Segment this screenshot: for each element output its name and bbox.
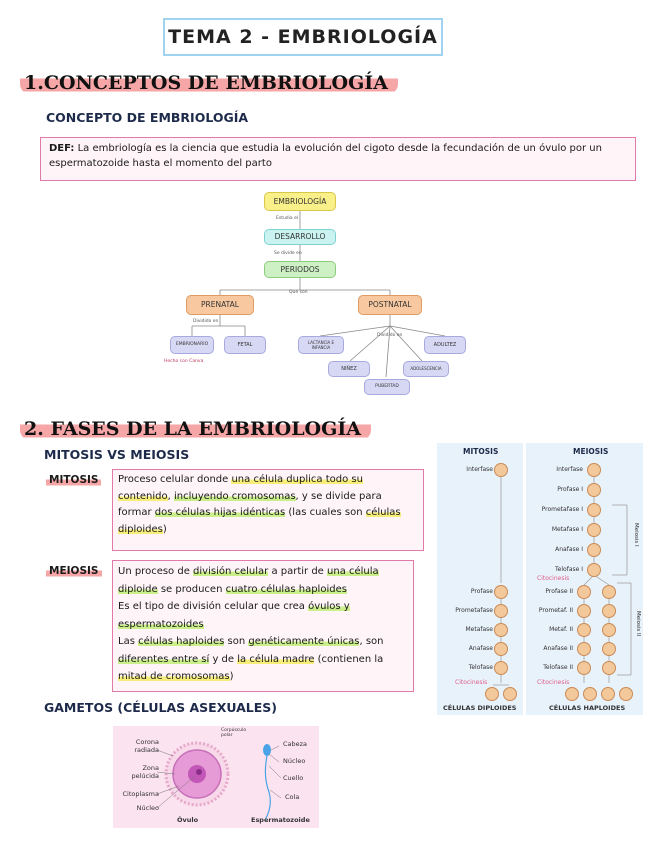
highlight: diploides	[118, 523, 163, 535]
def-label: DEF:	[49, 143, 75, 154]
phase-cell	[587, 503, 601, 517]
phase-label: Telofase	[468, 664, 493, 671]
highlight: contenido	[118, 490, 168, 502]
mitosis-citocinesis: Citocinesis	[455, 679, 488, 686]
highlight: una célula	[327, 566, 379, 577]
mitosis-line-4	[118, 522, 418, 539]
meiosis1-citocinesis: Citocinesis	[537, 575, 570, 582]
label-cola: Cola	[285, 793, 300, 801]
node-periodos: PERIODOS	[264, 261, 336, 278]
phase-label: Interfase	[556, 466, 583, 473]
meiosis-i-label: Meiosis I	[633, 523, 639, 547]
phase-cell	[587, 563, 601, 577]
phase-label: Anafase	[468, 645, 493, 652]
node-embrionario: EMBRIONARIO	[170, 336, 214, 354]
phase-cell	[602, 623, 616, 637]
text: )	[162, 523, 167, 535]
text: se producen	[157, 583, 226, 595]
label-cabeza: Cabeza	[283, 740, 308, 748]
mitosis-box	[112, 469, 424, 551]
page-title: TEMA 2 - EMBRIOLOGÍA	[163, 18, 443, 56]
highlight: dos células hijas idénticas	[154, 507, 286, 518]
text: a partir de	[268, 566, 328, 577]
text: formar	[118, 507, 155, 518]
section2-subheading: MITOSIS VS MEIOSIS	[44, 447, 190, 462]
phase-cell	[602, 585, 616, 599]
highlight: incluyendo cromosomas	[173, 490, 296, 502]
phase-cell	[577, 642, 591, 656]
mitosis-line-3	[118, 505, 418, 522]
text: Las	[118, 636, 139, 647]
text: (las cuales son	[285, 507, 366, 518]
phase-label: Prometaf. II	[538, 607, 573, 614]
gametes-figure	[113, 726, 319, 828]
label-cuello: Cuello	[283, 774, 304, 782]
highlight: células haploides	[138, 636, 225, 647]
text: (contienen la	[314, 653, 384, 665]
highlight: cuatro células haploides	[225, 583, 347, 595]
phase-cell	[494, 661, 508, 675]
edge-que-son: Que son	[289, 290, 308, 295]
canva-footer: Hecho con Canva	[164, 359, 204, 364]
phase-cell	[587, 523, 601, 537]
meiosis-line-2	[118, 581, 408, 599]
phase-label: Anafase II	[543, 645, 573, 652]
haploid-cell	[565, 687, 579, 701]
node-desarrollo: DESARROLLO	[264, 229, 336, 245]
highlight: la célula madre	[237, 653, 315, 665]
edge-estudia: Estudia el	[276, 216, 299, 221]
phase-label: Anafase I	[555, 546, 583, 553]
phase-cell	[494, 463, 508, 477]
mitosis-term: MITOSIS	[46, 474, 101, 486]
meiosis-line-5	[118, 633, 408, 651]
phase-label: Prometafase I	[541, 506, 583, 513]
phase-cell	[602, 661, 616, 675]
section2-heading: 2. FASES DE LA EMBRIOLOGÍA	[20, 416, 371, 440]
highlight: una célula duplica todo su	[231, 474, 363, 485]
phases-figure	[437, 443, 643, 715]
haploides-label: CÉLULAS HAPLOIDES	[549, 704, 626, 712]
label-zona: Zona pelúcida	[131, 764, 159, 780]
phase-cell	[577, 623, 591, 637]
phase-label: Metafase	[465, 626, 493, 633]
label-corona: Corona radiada	[134, 738, 159, 754]
definition-box	[40, 137, 636, 181]
text: , y se divide para	[295, 490, 382, 502]
phase-cell	[602, 604, 616, 618]
text: y de	[209, 653, 238, 665]
diploides-label: CÉLULAS DIPLOIDES	[443, 704, 517, 712]
highlight: espermatozoides	[118, 618, 204, 630]
haploid-cell	[601, 687, 615, 701]
phase-cell	[494, 585, 508, 599]
meiosis-box	[112, 560, 414, 692]
node-postnatal: POSTNATAL	[358, 295, 422, 315]
phase-cell	[602, 642, 616, 656]
node-adultez: ADULTEZ	[424, 336, 466, 354]
meiosis2-citocinesis: Citocinesis	[537, 679, 570, 686]
phase-cell	[494, 604, 508, 618]
phase-cell	[577, 661, 591, 675]
label-nucleo-esp: Núcleo	[283, 757, 306, 765]
phase-label: Telofase I	[555, 566, 583, 573]
highlight: diploide	[118, 583, 158, 595]
highlight: óvulos y	[308, 601, 350, 612]
meiosis-line-1	[118, 563, 408, 581]
meiosis-line-6	[118, 651, 408, 669]
meiosis-line-3	[118, 598, 408, 616]
edge-dividido-post: Dividido en	[377, 333, 403, 338]
mitosis-line-1	[118, 472, 418, 489]
phase-label: Profase II	[545, 588, 573, 595]
phase-cell	[577, 585, 591, 599]
daughter-cell	[503, 687, 517, 701]
haploid-cell	[619, 687, 633, 701]
meiosis-line-7	[118, 668, 408, 686]
highlight: diferentes entre sí	[118, 653, 210, 665]
text: , son	[359, 636, 384, 647]
label-ovulo: Óvulo	[177, 816, 199, 824]
node-pubertad: PUBERTAD	[364, 379, 410, 395]
edge-dividido-pre: Dividido en	[193, 319, 219, 324]
meiosis-line-4	[118, 616, 408, 634]
highlight: división celular	[193, 566, 269, 577]
text: ,	[167, 490, 174, 502]
section1-heading: 1.CONCEPTOS DE EMBRIOLOGÍA	[20, 70, 398, 94]
phase-cell	[494, 642, 508, 656]
label-citoplasma: Citoplasma	[122, 790, 159, 798]
meiosis-panel-title: MEIOSIS	[573, 447, 609, 456]
daughter-cell	[485, 687, 499, 701]
node-adolescencia: ADOLESCENCIA	[403, 361, 449, 377]
node-fetal: FETAL	[224, 336, 266, 354]
phase-label: Telofase II	[543, 664, 573, 671]
highlight: células	[365, 507, 401, 518]
phase-label: Interfase	[466, 466, 493, 473]
mitosis-line-2	[118, 489, 418, 506]
text: son	[224, 636, 249, 647]
concept-diagram	[160, 186, 470, 398]
highlight: mitad de cromosomas	[118, 671, 230, 682]
node-lactancia: LACTANCIA E INFANCIA	[298, 336, 344, 354]
label-corpusculo: Corpúsculo polar	[221, 728, 247, 738]
phase-label: Prometafase	[455, 607, 493, 614]
phase-cell	[494, 623, 508, 637]
phase-label: Metaf. II	[549, 626, 573, 633]
text: )	[229, 671, 234, 682]
text: Es el tipo de división celular que crea	[118, 601, 309, 612]
def-text: La embriología es la ciencia que estudia la evolución del cigoto desde la fecundación de un óvulo por un espermatozoide hasta el momento del parto	[49, 143, 602, 169]
phase-label: Profase	[470, 588, 493, 595]
mitosis-panel-title: MITOSIS	[463, 447, 499, 456]
phase-cell	[587, 483, 601, 497]
label-espermatozoide: Espermatozoide	[251, 816, 310, 824]
label-nucleo-ovulo: Núcleo	[136, 804, 159, 812]
gametos-heading: GAMETOS (CÉLULAS ASEXUALES)	[44, 700, 278, 715]
meiosis-term: MEIOSIS	[46, 565, 102, 577]
phase-cell	[587, 543, 601, 557]
text: Un proceso de	[118, 566, 194, 577]
phase-label: Profase I	[557, 486, 583, 493]
highlight: genéticamente únicas	[248, 636, 360, 647]
node-ninez: NIÑEZ	[328, 361, 370, 377]
phase-cell	[577, 604, 591, 618]
text: Proceso celular donde	[118, 474, 232, 485]
haploid-cell	[583, 687, 597, 701]
edge-se-divide: Se divide en	[274, 251, 302, 256]
phase-label: Metafase I	[551, 526, 583, 533]
meiosis-ii-label: Meiosis II	[635, 611, 641, 637]
node-embriologia: EMBRIOLOGÍA	[264, 192, 336, 211]
node-prenatal: PRENATAL	[186, 295, 254, 315]
section1-subheading: CONCEPTO DE EMBRIOLOGÍA	[46, 110, 249, 125]
phase-cell	[587, 463, 601, 477]
